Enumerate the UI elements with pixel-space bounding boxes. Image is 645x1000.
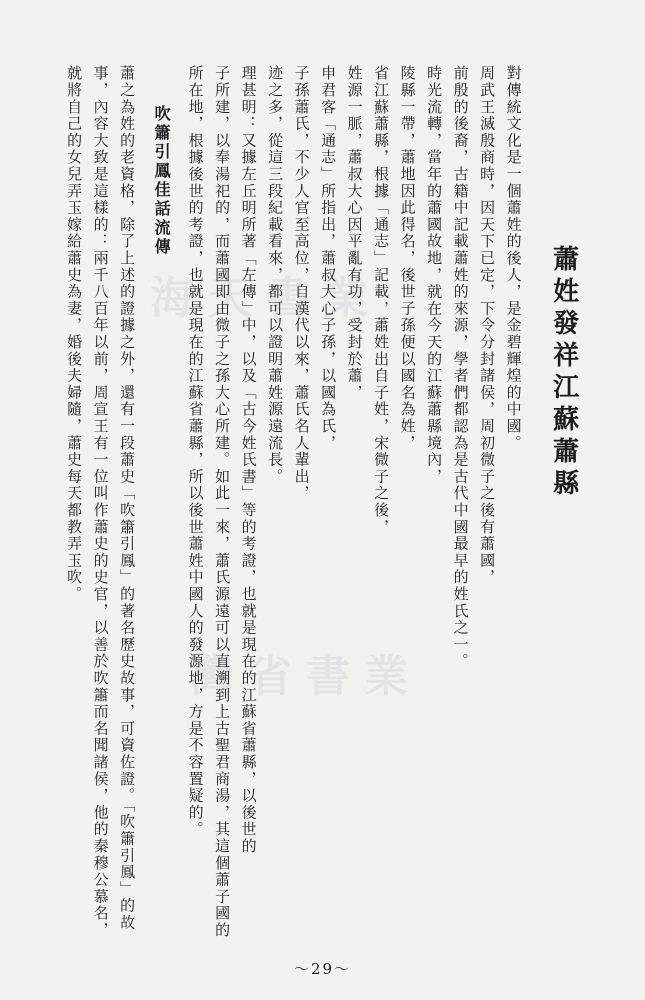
paragraph-line: 申君客「通志」所指出，蕭叔大心子孫，以國為氏，	[319, 65, 338, 452]
paragraph: 蕭之為姓的老資格，除了上述的證據之外，還有一段蕭史「吹簫引鳳」的著名歷史故事，可資佐證。「吹簫引鳳」的故事，內容大致是這樣的：兩千八百年以前，周宣王有一位叫作蕭史的史官，以善於吹簫而名聞諸侯，他的秦穆公慕名，就將自己的女兒弄玉嫁給蕭史為妻，婚後夫婦隨，蕭史每天都教弄玉吹。	[65, 65, 137, 939]
watermark-bottom: 灣省書業	[190, 651, 422, 702]
paragraph-line: 時光流轉，當年的蕭國故地，就在今天的江蘇蕭縣境內，	[425, 65, 444, 485]
paragraph-line: 對傳統文化是一個蕭姓的後人，是金碧輝煌的中國。	[504, 65, 523, 452]
watermark-top: 海天書業	[150, 273, 382, 324]
page-number: ～29～	[293, 960, 352, 978]
paragraph-line: 姓源一脈，蕭叔大心因平亂有功，受封於蕭，	[345, 65, 364, 401]
paragraph-line: 理甚明：又據左丘明所著「左傳」中，以及「古今姓氏書」等的考證，也就是現在的江蘇省蕭縣，以後世的	[239, 65, 258, 855]
section-subtitle: 吹簫引鳳佳話流傳	[152, 105, 172, 257]
paragraph: 子所建，以奉湯祀的，而蕭國即由微子之孫大心所建。如此一來，蕭氏源遠可以直溯到上古聖君商湯，其這個蕭子國的所在地，根據後世的考證，也就是現在的江蘇省蕭縣，所以後世蕭姓中國人的發源地，方是不容置疑的。	[186, 65, 232, 939]
paragraph-line: 前殷的後裔，古籍中記載蕭姓的來源，學者們都認為是古代中國最早的姓氏之一。	[451, 65, 470, 670]
paragraph-line: 陵縣一帶，蕭地因此得名，後世子孫便以國名為姓，	[398, 65, 417, 452]
paragraph-line: 子孫蕭氏，不少人官至高位，自漢代以來，蕭氏名人輩出，	[292, 65, 311, 502]
paragraph-line: 迹之多，從這三段紀載看來，都可以證明蕭姓源遠流長。	[266, 65, 285, 485]
chapter-title: 蕭姓發祥江蘇蕭縣	[548, 245, 579, 501]
vertical-text-block	[65, 65, 610, 950]
paragraph-line: 省江蘇蕭縣，根據「通志」記載，蕭姓出自子姓，宋微子之後，	[372, 65, 391, 536]
paragraph-line: 周武王滅殷商時，因天下已定，下令分封諸侯，周初微子之後有蕭國，	[478, 65, 497, 586]
